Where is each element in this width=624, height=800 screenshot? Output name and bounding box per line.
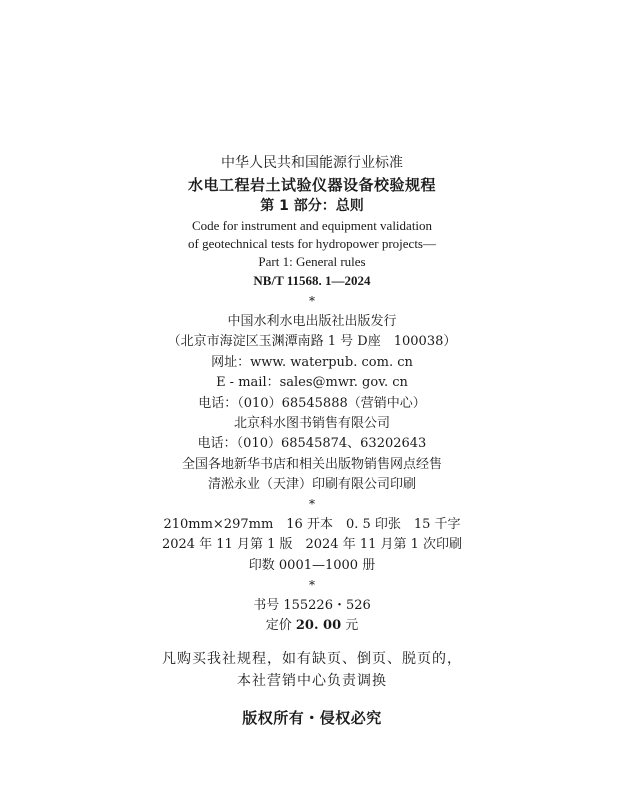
standard-category: 中华人民共和国能源行业标准	[221, 155, 403, 171]
separator-asterisk: *	[309, 578, 315, 592]
defect-notice-line2: 本社营销中心负责调换	[237, 673, 387, 689]
phone-sales: 电话：（010）68545888（营销中心）	[198, 396, 426, 411]
title-part: 第 1 部分：总则	[260, 198, 364, 214]
print-run: 印数 0001—1000 册	[248, 558, 376, 573]
distributor: 北京科水图书销售有限公司	[233, 416, 390, 431]
distribution-note: 全国各地新华书店和相关出版物销售网点经售	[181, 457, 442, 472]
phone-distributor: 电话：（010）68545874、63202643	[197, 436, 427, 451]
price-value: 20. 00	[295, 618, 342, 633]
price-unit: 元	[341, 618, 359, 633]
title-chinese: 水电工程岩土试验仪器设备校验规程	[187, 176, 436, 194]
price	[0, 619, 624, 632]
printer: 清淞永业（天津）印刷有限公司印刷	[207, 477, 416, 492]
publisher: 中国水利水电出版社出版发行	[227, 314, 397, 329]
separator-asterisk: *	[309, 497, 315, 511]
publisher-address: （北京市海淀区玉渊潭南路 1 号 D座 100038）	[167, 334, 457, 349]
standard-number: NB/T 11568. 1—2024	[253, 273, 371, 288]
print-specs-format: 210mm×297mm 16 开本 0. 5 印张 15 千字	[163, 517, 461, 532]
book-number: 书号 155226・526	[253, 598, 371, 613]
title-english-line3: Part 1: General rules	[258, 254, 366, 269]
title-english-line2: of geotechnical tests for hydropower projects—	[187, 236, 436, 251]
separator-asterisk: *	[309, 294, 315, 308]
website: 网址：www. waterpub. com. cn	[211, 355, 413, 370]
email: E - mail：sales@mwr. gov. cn	[216, 375, 408, 390]
price-label: 定价	[265, 618, 296, 633]
copyright-notice: 版权所有・侵权必究	[242, 709, 382, 727]
print-specs-edition: 2024 年 11 月第 1 版 2024 年 11 月第 1 次印刷	[161, 537, 463, 552]
defect-notice-line1: 凡购买我社规程，如有缺页、倒页、脱页的，	[162, 651, 462, 667]
title-english-line1: Code for instrument and equipment validation	[191, 218, 433, 233]
